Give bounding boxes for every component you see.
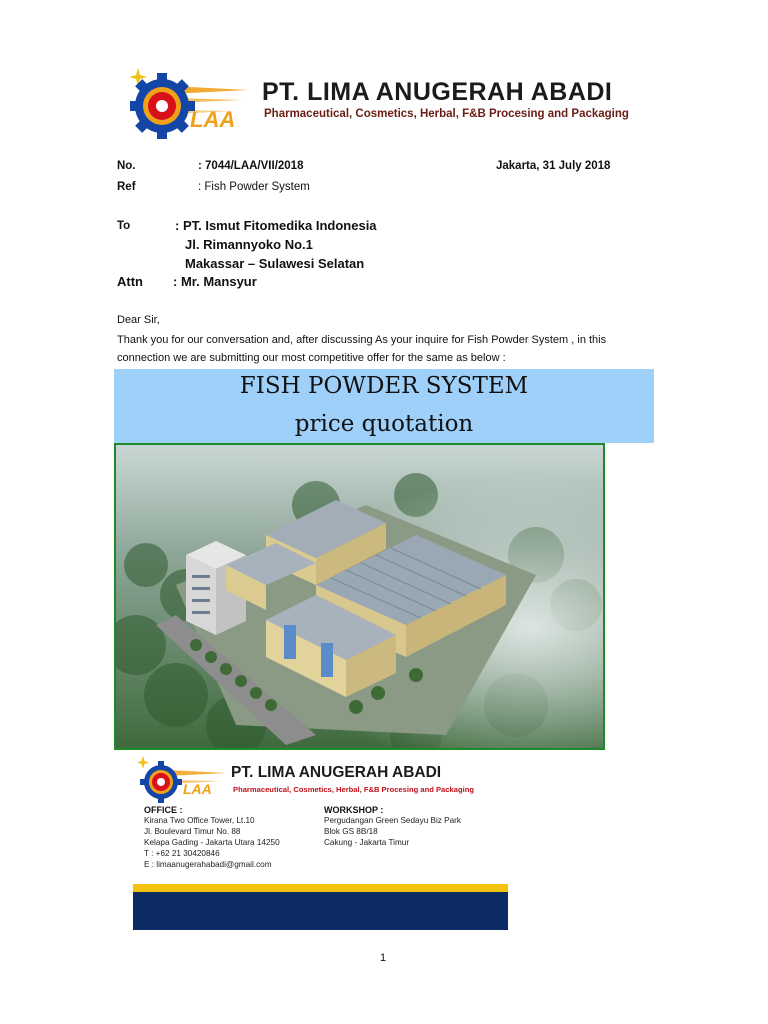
office-line: Kirana Two Office Tower, Lt.10 — [144, 816, 255, 825]
address-line-1: Jl. Rimannyoko No.1 — [185, 237, 313, 252]
address-line-2: Makassar – Sulawesi Selatan — [185, 256, 365, 271]
workshop-line: Pergudangan Green Sedayu Biz Park — [324, 816, 462, 825]
logo-text: LAA — [190, 107, 236, 132]
gear-logo-icon — [130, 64, 254, 144]
body-line-1: Thank you for our conversation and, after discussing As your inquire for Fish Powder System , in this — [117, 334, 607, 346]
card-yellow-stripe — [133, 884, 508, 892]
letterhead-logo — [124, 58, 650, 154]
factory-illustration — [116, 445, 603, 748]
number-label: No. — [117, 160, 136, 172]
attn-label: Attn — [117, 274, 143, 289]
workshop-label: WORKSHOP : — [324, 805, 384, 815]
letter-date: Jakarta, 31 July 2018 — [496, 160, 611, 172]
ref-value: : Fish Powder System — [198, 181, 310, 193]
card-logo-text: LAA — [183, 781, 212, 797]
to-value: : PT. Ismut Fitomedika Indonesia — [175, 218, 377, 233]
factory-aerial-photo — [114, 443, 605, 750]
office-line: E : limaanugerahabadi@gmail.com — [144, 860, 272, 869]
attn-value: : Mr. Mansyur — [173, 274, 257, 289]
card-gear-logo-icon — [137, 754, 229, 804]
workshop-line: Blok GS 8B/18 — [324, 827, 378, 836]
quotation-banner — [114, 369, 654, 443]
business-card — [133, 752, 508, 930]
salutation: Dear Sir, — [117, 314, 160, 326]
office-label: OFFICE : — [144, 805, 183, 815]
page-number: 1 — [380, 952, 387, 964]
ref-label: Ref — [117, 181, 136, 193]
company-name: PT. LIMA ANUGERAH ABADI — [262, 78, 613, 106]
card-tagline: Pharmaceutical, Cosmetics, Herbal, F&B Procesing and Packaging — [233, 785, 474, 794]
workshop-line: Cakung - Jakarta Timur — [324, 838, 410, 847]
body-line-2: connection we are submitting our most competitive offer for the same as below : — [117, 352, 506, 364]
company-tagline: Pharmaceutical, Cosmetics, Herbal, F&B Procesing and Packaging — [264, 108, 629, 120]
card-navy-stripe — [133, 892, 508, 930]
office-line: Jl. Boulevard Timur No. 88 — [144, 827, 241, 836]
banner-subtitle: price quotation — [294, 411, 474, 437]
number-value: : 7044/LAA/VII/2018 — [198, 160, 304, 172]
office-line: Kelapa Gading - Jakarta Utara 14250 — [144, 838, 280, 847]
banner-title: FISH POWDER SYSTEM — [239, 373, 529, 399]
to-label: To — [117, 220, 131, 232]
office-line: T : +62 21 30420846 — [144, 849, 220, 858]
card-company-name: PT. LIMA ANUGERAH ABADI — [231, 764, 442, 781]
